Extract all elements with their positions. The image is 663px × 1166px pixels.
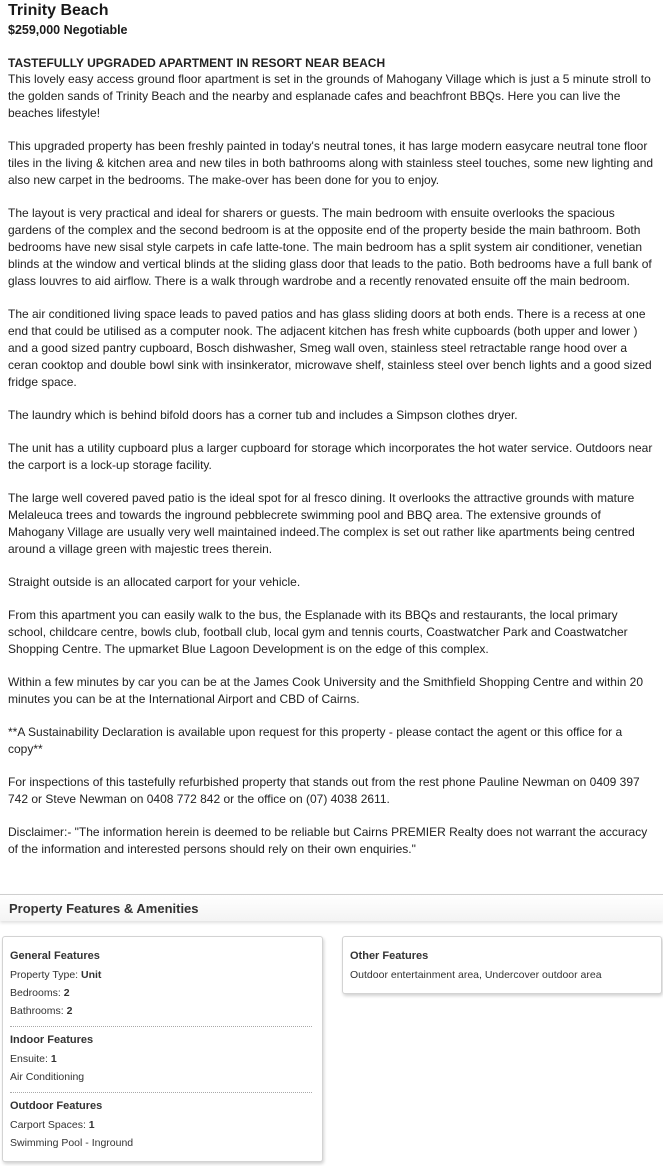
bathrooms-value: 2 — [66, 1005, 73, 1017]
bedrooms-value: 2 — [63, 987, 70, 999]
property-type-label: Property Type: — [10, 969, 79, 981]
ensuite-row — [10, 1050, 322, 1068]
other-features-title: Other Features — [350, 950, 429, 962]
bathrooms-row — [10, 1002, 322, 1020]
features-panel-left — [2, 936, 323, 1162]
disclaimer: Disclaimer:- "The information herein is deemed to be reliable but Cairns PREMIER Realty does not warrant the accuracy of the information and interested persons should rely on their own enquiries." — [8, 825, 648, 856]
listing-description — [8, 71, 658, 858]
divider — [10, 1026, 312, 1027]
description-paragraph: Straight outside is an allocated carport for your vehicle. — [8, 575, 301, 589]
listing-title: Trinity Beach — [8, 2, 109, 19]
divider — [10, 1092, 312, 1093]
description-paragraph: This upgraded property has been freshly painted in today's neutral tones, it has large modern easycare neutral tone floor tiles in the living & kitchen area and new tiles in both bathrooms along with stainless steel touches, some new lighting and also new carpet in the bedrooms. The make-over has been done for you to enjoy. — [8, 139, 654, 187]
general-features-title: General Features — [10, 950, 100, 962]
bedrooms-label: Bedrooms: — [10, 987, 61, 999]
features-section-header — [0, 894, 663, 921]
description-paragraph: The layout is very practical and ideal for sharers or guests. The main bedroom with ensuite overlooks the spacious gardens of the complex and the second bedroom is at the opposite end of the property beside the main bathroom. Both bedrooms have new sisal style carpets in cafe latte-tone. The main bedroom has a split system air conditioner, venetian blinds at the window and vertical blinds at the sliding glass door that leads to the patio. Both bedrooms have a full bank of glass louvres to aid airflow. There is a walk through wardrobe and a recently renovated ensuite off the main bedroom. — [8, 206, 652, 288]
property-type-value: Unit — [81, 969, 102, 981]
description-paragraph: This lovely easy access ground floor apartment is set in the grounds of Mahogany Village which is just a 5 minute stroll to the golden sands of Trinity Beach and the nearby and esplanade cafes and beachfront BBQs. Here you can live the beaches lifestyle! — [8, 72, 651, 120]
listing-headline: TASTEFULLY UPGRADED APARTMENT IN RESORT NEAR BEACH — [8, 56, 386, 70]
air-conditioning: Air Conditioning — [10, 1071, 85, 1083]
bathrooms-label: Bathrooms: — [10, 1005, 64, 1017]
description-paragraph: Within a few minutes by car you can be at the James Cook University and the Smithfield Shopping Centre and within 20 minutes you can be at the International Airport and CBD of Cairns. — [8, 675, 643, 706]
description-paragraph: For inspections of this tastefully refurbished property that stands out from the rest phone Pauline Newman on 0409 397 742 or Steve Newman on 0408 772 842 or the office on (07) 4038 2611. — [8, 775, 640, 806]
outdoor-features-title: Outdoor Features — [10, 1100, 103, 1112]
other-features — [343, 949, 661, 984]
indoor-features — [3, 1033, 322, 1086]
carport-label: Carport Spaces: — [10, 1119, 86, 1131]
property-type-row — [10, 966, 322, 984]
features-panel-right — [342, 936, 662, 994]
ensuite-label: Ensuite: — [10, 1053, 48, 1065]
carport-value: 1 — [88, 1119, 95, 1131]
swimming-pool: Swimming Pool - Inground — [10, 1137, 134, 1149]
other-features-list: Outdoor entertainment area, Undercover outdoor area — [350, 969, 602, 981]
outdoor-features — [3, 1099, 322, 1152]
bedrooms-row — [10, 984, 322, 1002]
ensuite-value: 1 — [50, 1053, 57, 1065]
description-paragraph: The air conditioned living space leads to paved patios and has glass sliding doors at both ends. There is a recess at one end that could be utilised as a computer nook. The adjacent kitchen has fresh white cupboards (both upper and lower ) and a good sized pantry cupboard, Bosch dishwasher, Smeg wall oven, stainless steel retractable range hood over a ceran cooktop and double bowl sink with insinkerator, microwave shelf, stainless steel over bench lights and a good sized fridge space. — [8, 307, 652, 389]
carport-row — [10, 1116, 322, 1134]
description-paragraph: The laundry which is behind bifold doors has a corner tub and includes a Simpson clothes dryer. — [8, 408, 518, 422]
indoor-features-title: Indoor Features — [10, 1034, 94, 1046]
features-section-title: Property Features & Amenities — [9, 901, 199, 916]
description-paragraph: **A Sustainability Declaration is available upon request for this property - please contact the agent or this office for a copy** — [8, 725, 623, 756]
description-paragraph: The large well covered paved patio is the ideal spot for al fresco dining. It overlooks the attractive grounds with mature Melaleuca trees and towards the inground pebblecrete swimming pool and BBQ area. The extensive grounds of Mahogany Village are usually very well maintained indeed.The complex is set out rather like apartments being centred around a village green with majestic trees therein. — [8, 491, 635, 556]
description-paragraph: The unit has a utility cupboard plus a larger cupboard for storage which incorporates the hot water service. Outdoors near the carport is a lock-up storage facility. — [8, 441, 653, 472]
description-paragraph: From this apartment you can easily walk to the bus, the Esplanade with its BBQs and restaurants, the local primary school, childcare centre, bowls club, football club, local gym and tennis courts, Coastwatcher Park and Coastwatcher Shopping Centre. The upmarket Blue Lagoon Development is on the edge of this complex. — [8, 608, 628, 656]
listing-price: $259,000 Negotiable — [8, 23, 128, 37]
general-features — [3, 949, 322, 1020]
